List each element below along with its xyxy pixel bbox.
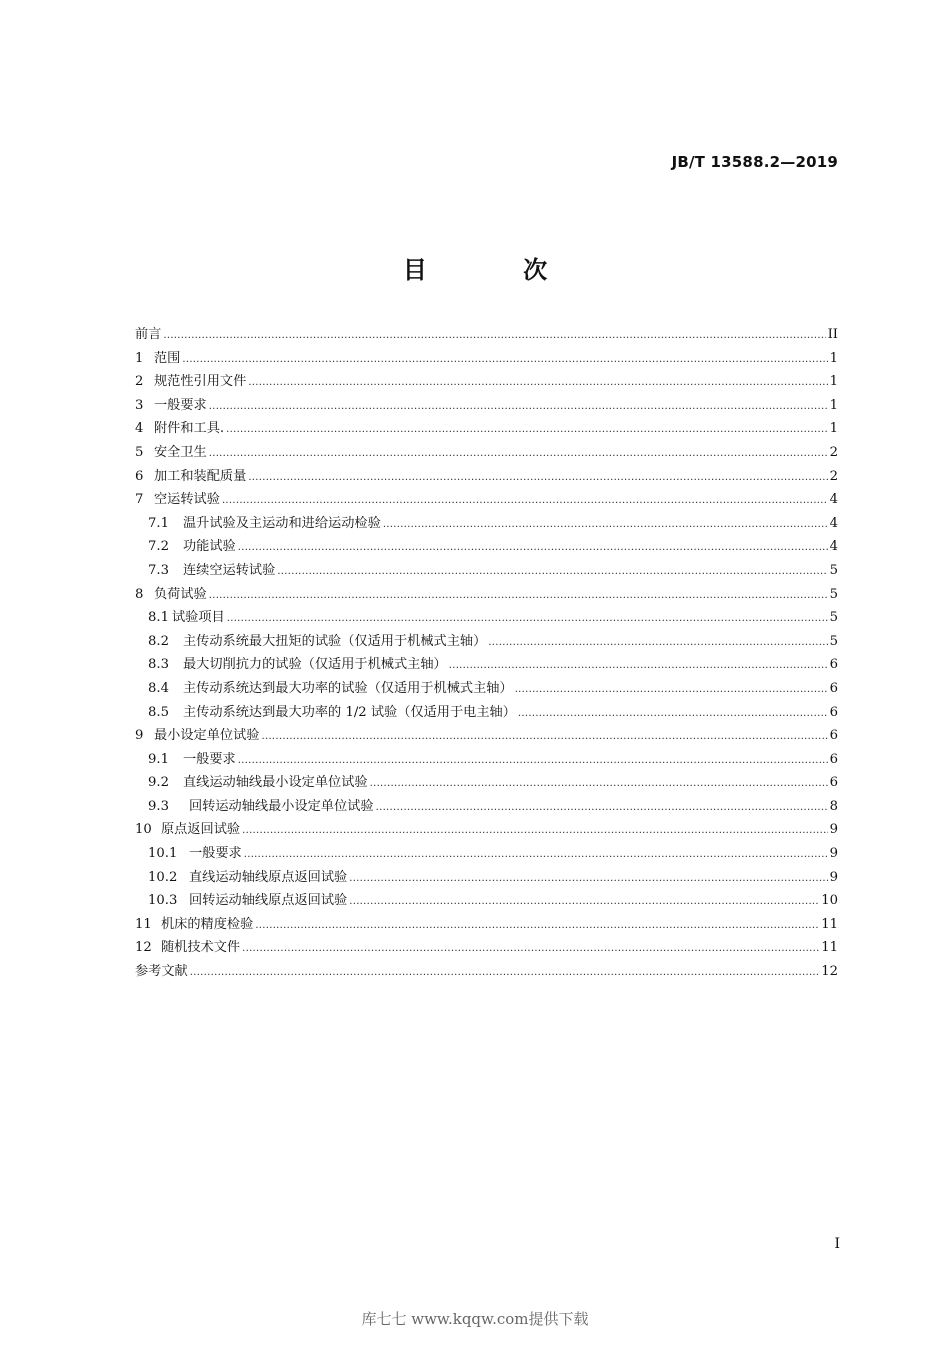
toc-dot-leader [163, 330, 825, 341]
toc-entry-number: 12 [135, 940, 152, 956]
toc-dot-leader [515, 684, 828, 695]
toc-dot-leader [238, 542, 828, 553]
toc-dot-leader [209, 401, 828, 412]
toc-entry-label: 回转运动轴线原点返回试验 [189, 893, 348, 909]
toc-entry[interactable] [135, 677, 838, 701]
toc-entry[interactable] [135, 913, 838, 937]
toc-entry-page: 11 [821, 916, 838, 932]
toc-entry-number: 1 [135, 350, 144, 366]
toc-entry-page: 6 [829, 704, 838, 720]
toc-dot-leader [370, 778, 828, 789]
toc-entry-number: 10.1 [148, 846, 178, 862]
toc-entry[interactable] [135, 724, 838, 748]
toc-entry[interactable] [135, 583, 838, 607]
toc-entry-label: 空运转试验 [154, 492, 220, 508]
toc-dot-leader [383, 519, 828, 530]
toc-entry-label: 主传动系统达到最大功率的试验（仅适用于机械式主轴） [183, 680, 513, 696]
toc-entry-label: 直线运动轴线原点返回试验 [189, 869, 348, 885]
toc-entry-page: 4 [829, 515, 838, 531]
toc-dot-leader [227, 613, 828, 624]
toc-dot-leader [182, 354, 827, 365]
toc-entry[interactable] [135, 606, 838, 630]
toc-entry-label: 参考文献 [135, 964, 188, 980]
toc-dot-leader [222, 495, 828, 506]
page-number: I [834, 1236, 840, 1252]
toc-entry-number: 8.2 [148, 633, 169, 649]
toc-dot-leader [238, 755, 828, 766]
toc-entry[interactable] [135, 370, 838, 394]
toc-entry-number: 9 [135, 728, 144, 744]
toc-entry-number: 4 [135, 421, 144, 437]
toc-entry-page: 5 [829, 562, 838, 578]
toc-entry-label: 负荷试验 [154, 586, 207, 602]
toc-entry-label: 主传动系统达到最大功率的 1/2 试验（仅适用于电主轴） [183, 704, 516, 720]
toc-entry-page: 9 [829, 822, 838, 838]
toc-entry[interactable] [135, 488, 838, 512]
toc-entry-label: 范围 [154, 350, 181, 366]
toc-entry-label: 连续空运转试验 [183, 562, 276, 578]
toc-entry-label: 加工和装配质量 [154, 468, 247, 484]
toc-entry-number: 2 [135, 374, 144, 390]
toc-entry-label: 最小设定单位试验 [154, 728, 260, 744]
toc-entry-page: 9 [829, 846, 838, 862]
toc-entry-page: 1 [829, 397, 838, 413]
toc-entry-label: 试验项目 [172, 610, 225, 626]
toc-entry[interactable] [135, 866, 838, 890]
toc-entry[interactable] [135, 795, 838, 819]
toc-entry-label: 温升试验及主运动和进给运动检验 [183, 515, 381, 531]
toc-dot-leader [226, 424, 827, 435]
toc-entry-number: 10 [135, 822, 152, 838]
toc-entry-page: 8 [829, 798, 838, 814]
toc-entry-number: 10.3 [148, 893, 178, 909]
toc-entry-page: 5 [829, 586, 838, 602]
toc-entry[interactable] [135, 441, 838, 465]
toc-entry-page: 12 [821, 964, 838, 980]
toc-dot-leader [349, 873, 827, 884]
toc-entry-number: 7.1 [148, 515, 169, 531]
toc-entry-label: 直线运动轴线最小设定单位试验 [183, 775, 368, 791]
toc-entry[interactable] [135, 512, 838, 536]
toc-entry[interactable] [135, 347, 838, 371]
toc-entry-label: 前言 [135, 327, 162, 342]
toc-entry-number: 9.1 [148, 751, 169, 767]
toc-entry-page: 5 [829, 610, 838, 626]
toc-entry-label: 回转运动轴线最小设定单位试验 [189, 798, 374, 814]
toc-entry-page: 10 [821, 893, 838, 909]
toc-dot-leader [248, 377, 827, 388]
toc-dot-leader [242, 943, 819, 954]
toc-entry[interactable] [135, 630, 838, 654]
toc-dot-leader [209, 448, 828, 459]
toc-entry[interactable] [135, 323, 838, 347]
toc-dot-leader [209, 590, 828, 601]
toc-dot-leader [262, 731, 828, 742]
toc-entry-label: 随机技术文件 [161, 940, 241, 956]
table-of-contents [135, 323, 838, 984]
toc-entry[interactable] [135, 653, 838, 677]
toc-entry-label: 一般要求 [183, 751, 236, 767]
toc-entry-label: 原点返回试验 [161, 822, 241, 838]
toc-dot-leader [488, 637, 827, 648]
toc-entry-number: 9.2 [148, 775, 169, 791]
toc-entry-number: 8.3 [148, 657, 169, 673]
toc-dot-leader [255, 920, 819, 931]
toc-dot-leader [242, 825, 827, 836]
toc-entry-number: 3 [135, 397, 144, 413]
toc-entry-page: 6 [829, 680, 838, 696]
toc-entry[interactable] [135, 748, 838, 772]
toc-entry[interactable] [135, 559, 838, 583]
toc-entry-page: 6 [829, 775, 838, 791]
toc-entry[interactable] [135, 818, 838, 842]
toc-entry-number: 7 [135, 492, 144, 508]
toc-entry-label: 机床的精度检验 [161, 916, 254, 932]
toc-entry-page: 6 [829, 751, 838, 767]
toc-entry-page: 11 [821, 940, 838, 956]
toc-dot-leader [244, 849, 828, 860]
toc-entry[interactable] [135, 417, 838, 441]
toc-entry-page: 2 [829, 468, 838, 484]
toc-entry[interactable] [135, 771, 838, 795]
toc-entry-page: II [827, 327, 838, 342]
toc-dot-leader [277, 566, 827, 577]
toc-entry[interactable] [135, 701, 838, 725]
toc-entry-number: 8.4 [148, 680, 169, 696]
toc-entry-number: 10.2 [148, 869, 178, 885]
toc-dot-leader [190, 967, 819, 978]
toc-entry-number: 8.1 [148, 610, 169, 626]
toc-entry[interactable] [135, 465, 838, 489]
toc-entry-page: 1 [829, 421, 838, 437]
toc-dot-leader [376, 802, 828, 813]
toc-entry-page: 9 [829, 869, 838, 885]
toc-entry-label: 功能试验 [183, 539, 236, 555]
toc-entry-number: 7.3 [148, 562, 169, 578]
toc-entry-label: 规范性引用文件 [154, 374, 247, 390]
watermark: 库七七 www.kqqw.com提供下载 [361, 1310, 589, 1328]
toc-entry-number: 9.3 [148, 798, 169, 814]
toc-entry-page: 2 [829, 444, 838, 460]
toc-entry-page: 1 [829, 350, 838, 366]
toc-entry[interactable] [135, 842, 838, 866]
toc-entry[interactable] [135, 936, 838, 960]
toc-entry-label: 一般要求 [154, 397, 207, 413]
toc-entry-page: 5 [829, 633, 838, 649]
toc-entry-number: 5 [135, 444, 144, 460]
toc-entry[interactable] [135, 960, 838, 984]
toc-entry-number: 8 [135, 586, 144, 602]
toc-entry-label: 一般要求 [189, 846, 242, 862]
toc-dot-leader [449, 660, 828, 671]
toc-entry[interactable] [135, 889, 838, 913]
toc-dot-leader [518, 708, 828, 719]
toc-entry-label: 最大切削抗力的试验（仅适用于机械式主轴） [183, 657, 447, 673]
toc-entry-page: 4 [829, 492, 838, 508]
toc-dot-leader [349, 896, 819, 907]
standard-code: JB/T 13588.2—2019 [671, 153, 838, 171]
toc-entry-number: 8.5 [148, 704, 169, 720]
toc-entry-number: 6 [135, 468, 144, 484]
toc-entry-label: 主传动系统最大扭矩的试验（仅适用于机械式主轴） [183, 633, 487, 649]
toc-entry[interactable] [135, 394, 838, 418]
page-title: 目 次 [402, 256, 592, 284]
toc-dot-leader [248, 472, 827, 483]
toc-entry-page: 6 [829, 657, 838, 673]
toc-entry-label: 安全卫生 [154, 444, 207, 460]
toc-entry-label: 附件和工具. [154, 421, 225, 437]
toc-entry-number: 11 [135, 916, 152, 932]
toc-entry-page: 6 [829, 728, 838, 744]
toc-entry-page: 4 [829, 539, 838, 555]
toc-entry[interactable] [135, 535, 838, 559]
toc-entry-number: 7.2 [148, 539, 169, 555]
toc-entry-page: 1 [829, 374, 838, 390]
